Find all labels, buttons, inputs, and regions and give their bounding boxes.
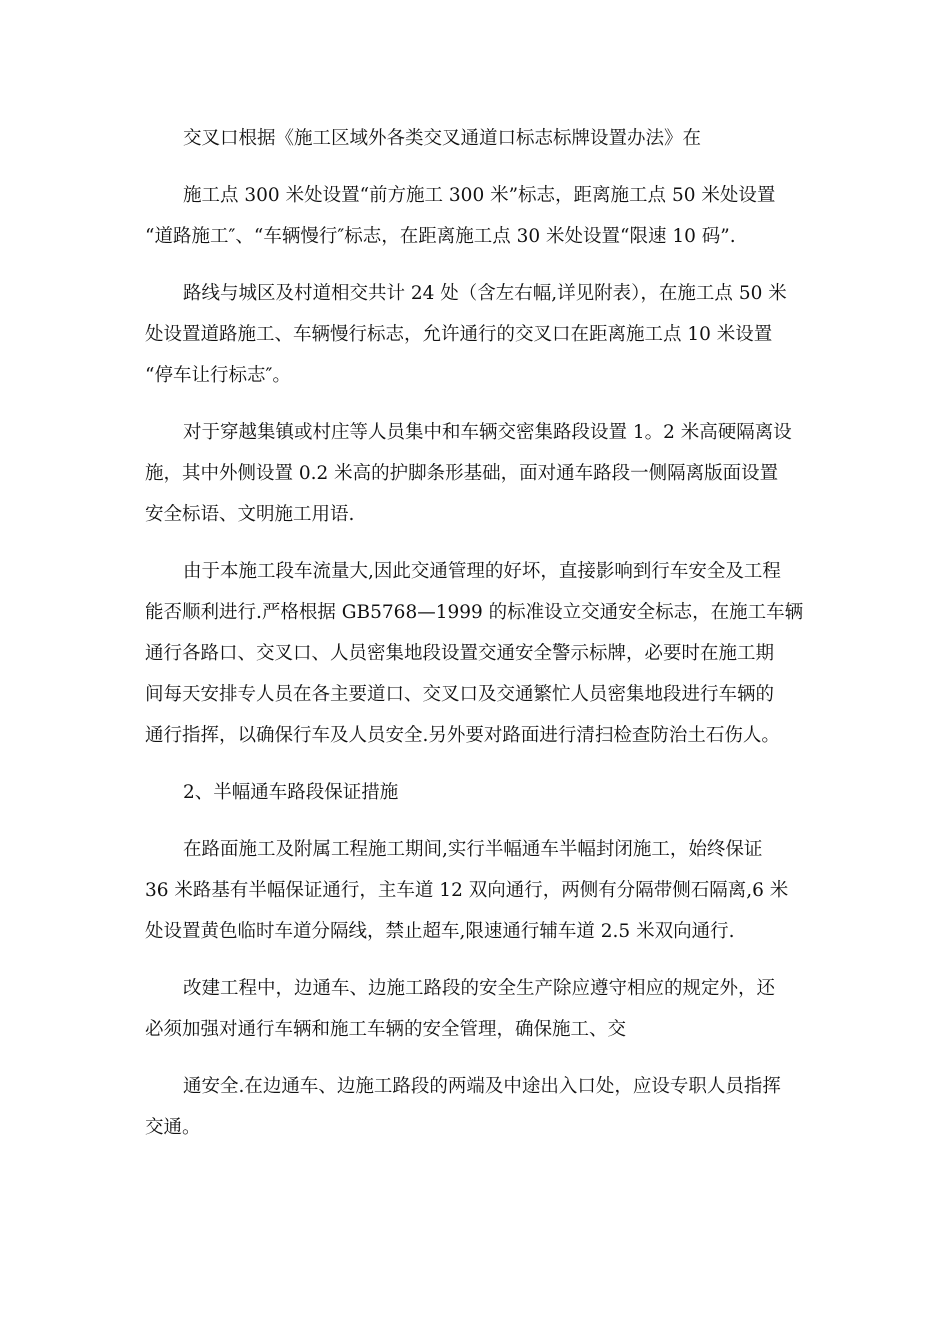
text-line: 施，其中外侧设置 0.2 米高的护脚条形基础，面对通车路段一侧隔离版面设置 xyxy=(145,463,779,484)
text-line: 通行各路口、交叉口、人员密集地段设置交通安全警示标牌，必要时在施工期 xyxy=(145,643,775,664)
paragraph-5 xyxy=(145,551,810,756)
text-line: 改建工程中，边通车、边施工路段的安全生产除应遵守相应的规定外，还 xyxy=(183,978,776,999)
text-line: 通安全.在边通车、边施工路段的两端及中途出入口处，应设专职人员指挥 xyxy=(183,1076,781,1097)
paragraph-8 xyxy=(145,968,810,1050)
text-line: 交通。 xyxy=(145,1117,201,1138)
text-line: 施工点 300 米处设置“前方施工 300 米”标志，距离施工点 50 米处设置 xyxy=(183,185,776,206)
text-line: 由于本施工段车流量大,因此交通管理的好坏，直接影响到行车安全及工程 xyxy=(183,561,781,582)
document-body xyxy=(145,118,810,1148)
paragraph-1 xyxy=(145,118,810,159)
text-line: 间每天安排专人员在各主要道口、交叉口及交通繁忙人员密集地段进行车辆的 xyxy=(145,684,775,705)
section-heading xyxy=(145,772,810,813)
text-line: 必须加强对通行车辆和施工车辆的安全管理，确保施工、交 xyxy=(145,1019,627,1040)
text-line: “停车让行标志″。 xyxy=(145,365,291,386)
text-line: 2、半幅通车路段保证措施 xyxy=(183,782,399,803)
paragraph-7 xyxy=(145,829,810,952)
text-line: 36 米路基有半幅保证通行，主车道 12 双向通行，两侧有分隔带侧石隔离,6 米 xyxy=(145,880,789,901)
paragraph-4 xyxy=(145,412,810,535)
text-line: 通行指挥，以确保行车及人员安全.另外要对路面进行清扫检查防治土石伤人。 xyxy=(145,725,780,746)
text-line: 安全标语、文明施工用语. xyxy=(145,504,355,525)
paragraph-2 xyxy=(145,175,810,257)
text-line: 路线与城区及村道相交共计 24 处（含左右幅,详见附表），在施工点 50 米 xyxy=(183,283,787,304)
text-line: 处设置黄色临时车道分隔线，禁止超车,限速通行辅车道 2.5 米双向通行. xyxy=(145,921,735,942)
text-line: “道路施工″、“车辆慢行″标志，在距离施工点 30 米处设置“限速 10 码”. xyxy=(145,226,736,247)
text-line: 处设置道路施工、车辆慢行标志，允许通行的交叉口在距离施工点 10 米设置 xyxy=(145,324,773,345)
paragraph-9 xyxy=(145,1066,810,1148)
text-line: 交叉口根据《施工区域外各类交叉通道口标志标牌设置办法》在 xyxy=(183,128,702,149)
text-line: 对于穿越集镇或村庄等人员集中和车辆交密集路段设置 1。2 米高硬隔离设 xyxy=(183,422,792,443)
text-line: 能否顺利进行.严格根据 GB5768—1999 的标准设立交通安全标志，在施工车辆 xyxy=(145,602,804,623)
paragraph-3 xyxy=(145,273,810,396)
text-line: 在路面施工及附属工程施工期间,实行半幅通车半幅封闭施工，始终保证 xyxy=(183,839,763,860)
